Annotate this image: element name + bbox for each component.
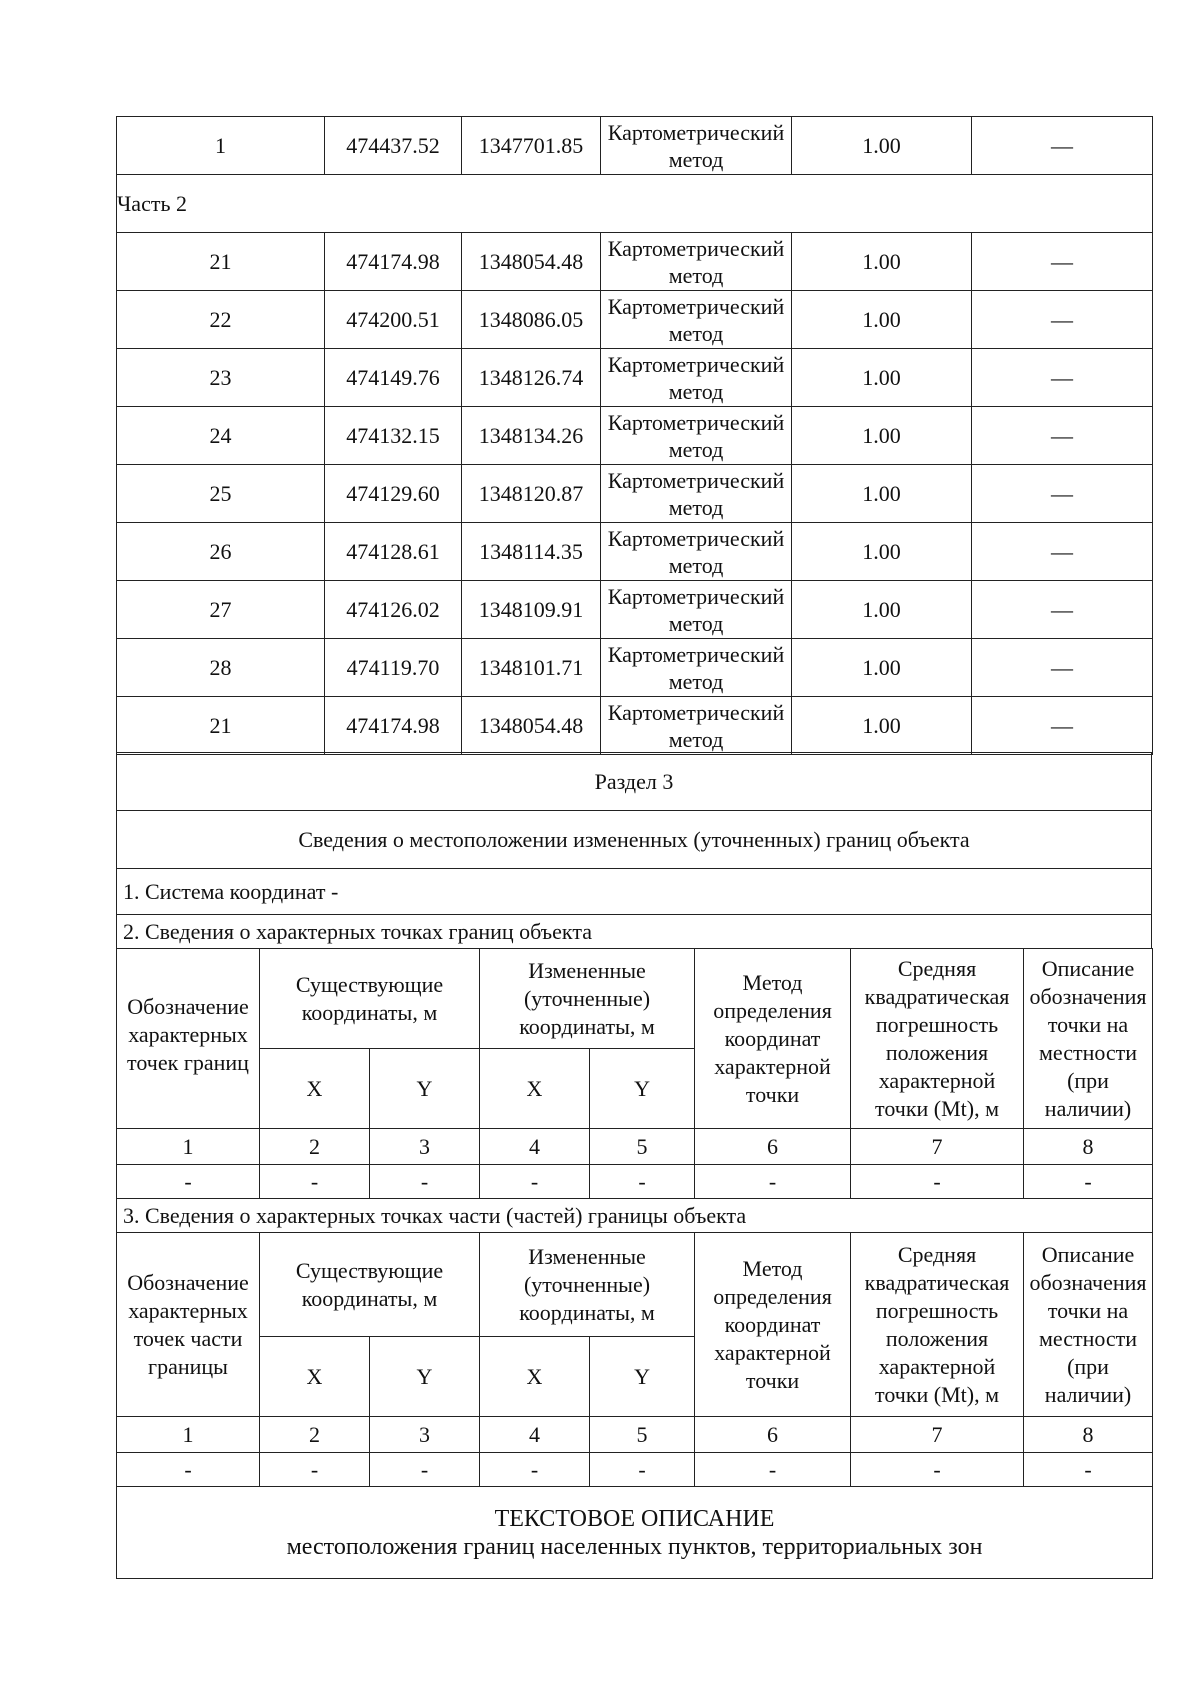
error-value: 1.00 bbox=[792, 291, 972, 349]
empty-cell: - bbox=[480, 1165, 590, 1199]
method-cell: Картометрический метод bbox=[601, 581, 792, 639]
points-heading: 2. Сведения о характерных точках границ объекта bbox=[117, 915, 1152, 949]
error-value: 1.00 bbox=[792, 697, 972, 755]
parts-heading: 3. Сведения о характерных точках части (частей) границы объекта bbox=[117, 1199, 1153, 1233]
method-cell: Картометрический метод bbox=[601, 233, 792, 291]
y-coordinate: 1348120.87 bbox=[462, 465, 601, 523]
coordinate-row bbox=[117, 233, 1153, 291]
method-cell: Картометрический метод bbox=[601, 117, 792, 175]
method-cell: Картометрический метод bbox=[601, 523, 792, 581]
x-coordinate: 474119.70 bbox=[325, 639, 462, 697]
col-existing-coords: Существующие координаты, м bbox=[260, 1233, 480, 1337]
error-value: 1.00 bbox=[792, 639, 972, 697]
text-description-subtitle: местоположения границ населенных пунктов, территориальных зон bbox=[286, 1533, 983, 1560]
y-coordinate: 1347701.85 bbox=[462, 117, 601, 175]
error-value: 1.00 bbox=[792, 349, 972, 407]
error-value: 1.00 bbox=[792, 523, 972, 581]
empty-cell: - bbox=[480, 1453, 590, 1487]
col-existing-coords: Существующие координаты, м bbox=[260, 949, 480, 1049]
y-coordinate: 1348054.48 bbox=[462, 233, 601, 291]
point-number: 21 bbox=[117, 697, 325, 755]
x-coordinate: 474126.02 bbox=[325, 581, 462, 639]
point-number: 1 bbox=[117, 117, 325, 175]
x-label: X bbox=[260, 1337, 370, 1417]
coordinate-row bbox=[117, 291, 1153, 349]
point-number: 25 bbox=[117, 465, 325, 523]
x-coordinate: 474437.52 bbox=[325, 117, 462, 175]
x-coordinate: 474200.51 bbox=[325, 291, 462, 349]
method-cell: Картометрический метод bbox=[601, 349, 792, 407]
y-label: Y bbox=[590, 1337, 695, 1417]
y-label: Y bbox=[370, 1049, 480, 1129]
col-method: Метод определения координат характерной точки bbox=[695, 1233, 851, 1417]
description-cell: — bbox=[972, 639, 1153, 697]
method-cell: Картометрический метод bbox=[601, 407, 792, 465]
empty-cell: - bbox=[117, 1165, 260, 1199]
empty-cell: - bbox=[370, 1453, 480, 1487]
y-label: Y bbox=[590, 1049, 695, 1129]
column-numbers-row bbox=[117, 1417, 1153, 1453]
error-value: 1.00 bbox=[792, 581, 972, 639]
empty-cell: - bbox=[370, 1165, 480, 1199]
x-label: X bbox=[480, 1049, 590, 1129]
point-number: 24 bbox=[117, 407, 325, 465]
description-cell: — bbox=[972, 233, 1153, 291]
point-number: 27 bbox=[117, 581, 325, 639]
coordinate-row bbox=[117, 523, 1153, 581]
y-coordinate: 1348109.91 bbox=[462, 581, 601, 639]
description-cell: — bbox=[972, 349, 1153, 407]
part-label: Часть 2 bbox=[117, 175, 1153, 233]
method-cell: Картометрический метод bbox=[601, 697, 792, 755]
x-coordinate: 474174.98 bbox=[325, 233, 462, 291]
coordinates-table bbox=[116, 116, 1153, 755]
y-coordinate: 1348126.74 bbox=[462, 349, 601, 407]
section3-subtitle: Сведения о местоположении измененных (уточненных) границ объекта bbox=[117, 811, 1152, 869]
coordinate-row bbox=[117, 349, 1153, 407]
description-cell: — bbox=[972, 117, 1153, 175]
empty-cell: - bbox=[260, 1453, 370, 1487]
method-cell: Картометрический метод bbox=[601, 639, 792, 697]
empty-cell: - bbox=[1024, 1453, 1153, 1487]
point-number: 23 bbox=[117, 349, 325, 407]
description-cell: — bbox=[972, 291, 1153, 349]
coordinate-row bbox=[117, 639, 1153, 697]
column-number: 6 bbox=[695, 1417, 851, 1453]
col-designation: Обозначение характерных точек границ bbox=[117, 949, 260, 1129]
coordinate-row bbox=[117, 581, 1153, 639]
description-cell: — bbox=[972, 581, 1153, 639]
column-number: 2 bbox=[260, 1129, 370, 1165]
y-coordinate: 1348086.05 bbox=[462, 291, 601, 349]
col-changed-coords: Измененные (уточненные) координаты, м bbox=[480, 949, 695, 1049]
col-description: Описание обозначения точки на местности (при наличии) bbox=[1024, 949, 1153, 1129]
coordinate-row bbox=[117, 117, 1153, 175]
method-cell: Картометрический метод bbox=[601, 291, 792, 349]
column-number: 1 bbox=[117, 1129, 260, 1165]
coordinate-row bbox=[117, 465, 1153, 523]
x-label: X bbox=[260, 1049, 370, 1129]
point-number: 22 bbox=[117, 291, 325, 349]
y-coordinate: 1348134.26 bbox=[462, 407, 601, 465]
part-points-table bbox=[116, 1232, 1153, 1579]
coord-system-line: 1. Система координат - bbox=[117, 869, 1152, 915]
col-designation: Обозначение характерных точек части границы bbox=[117, 1233, 260, 1417]
boundary-points-table bbox=[116, 948, 1153, 1233]
x-coordinate: 474129.60 bbox=[325, 465, 462, 523]
empty-cell: - bbox=[851, 1453, 1024, 1487]
method-cell: Картометрический метод bbox=[601, 465, 792, 523]
x-coordinate: 474132.15 bbox=[325, 407, 462, 465]
col-description: Описание обозначения точки на местности (при наличии) bbox=[1024, 1233, 1153, 1417]
point-number: 26 bbox=[117, 523, 325, 581]
column-number: 2 bbox=[260, 1417, 370, 1453]
column-number: 6 bbox=[695, 1129, 851, 1165]
description-cell: — bbox=[972, 697, 1153, 755]
empty-row bbox=[117, 1165, 1153, 1199]
col-error: Средняя квадратическая погрешность положения характерной точки (Mt), м bbox=[851, 1233, 1024, 1417]
text-description-block bbox=[117, 1487, 1153, 1579]
column-number: 3 bbox=[370, 1417, 480, 1453]
y-coordinate: 1348114.35 bbox=[462, 523, 601, 581]
error-value: 1.00 bbox=[792, 117, 972, 175]
description-cell: — bbox=[972, 465, 1153, 523]
error-value: 1.00 bbox=[792, 233, 972, 291]
column-number: 3 bbox=[370, 1129, 480, 1165]
column-number: 8 bbox=[1024, 1129, 1153, 1165]
section3-title: Раздел 3 bbox=[117, 753, 1152, 811]
point-number: 21 bbox=[117, 233, 325, 291]
point-number: 28 bbox=[117, 639, 325, 697]
x-coordinate: 474128.61 bbox=[325, 523, 462, 581]
description-cell: — bbox=[972, 523, 1153, 581]
section3-header bbox=[116, 752, 1152, 949]
col-changed-coords: Измененные (уточненные) координаты, м bbox=[480, 1233, 695, 1337]
empty-cell: - bbox=[117, 1453, 260, 1487]
x-coordinate: 474174.98 bbox=[325, 697, 462, 755]
empty-cell: - bbox=[1024, 1165, 1153, 1199]
column-number: 5 bbox=[590, 1417, 695, 1453]
column-number: 1 bbox=[117, 1417, 260, 1453]
column-number: 4 bbox=[480, 1417, 590, 1453]
coordinate-row bbox=[117, 697, 1153, 755]
x-coordinate: 474149.76 bbox=[325, 349, 462, 407]
empty-cell: - bbox=[590, 1453, 695, 1487]
description-cell: — bbox=[972, 407, 1153, 465]
empty-cell: - bbox=[695, 1165, 851, 1199]
y-label: Y bbox=[370, 1337, 480, 1417]
column-number: 8 bbox=[1024, 1417, 1153, 1453]
column-numbers-row bbox=[117, 1129, 1153, 1165]
column-number: 5 bbox=[590, 1129, 695, 1165]
empty-cell: - bbox=[590, 1165, 695, 1199]
y-coordinate: 1348054.48 bbox=[462, 697, 601, 755]
text-description-title: ТЕКСТОВОЕ ОПИСАНИЕ bbox=[494, 1505, 775, 1532]
empty-cell: - bbox=[851, 1165, 1024, 1199]
error-value: 1.00 bbox=[792, 407, 972, 465]
col-error: Средняя квадратическая погрешность положения характерной точки (Mt), м bbox=[851, 949, 1024, 1129]
column-number: 4 bbox=[480, 1129, 590, 1165]
column-number: 7 bbox=[851, 1417, 1024, 1453]
error-value: 1.00 bbox=[792, 465, 972, 523]
empty-cell: - bbox=[695, 1453, 851, 1487]
coordinate-row bbox=[117, 407, 1153, 465]
column-number: 7 bbox=[851, 1129, 1024, 1165]
empty-cell: - bbox=[260, 1165, 370, 1199]
col-method: Метод определения координат характерной точки bbox=[695, 949, 851, 1129]
empty-row bbox=[117, 1453, 1153, 1487]
y-coordinate: 1348101.71 bbox=[462, 639, 601, 697]
x-label: X bbox=[480, 1337, 590, 1417]
